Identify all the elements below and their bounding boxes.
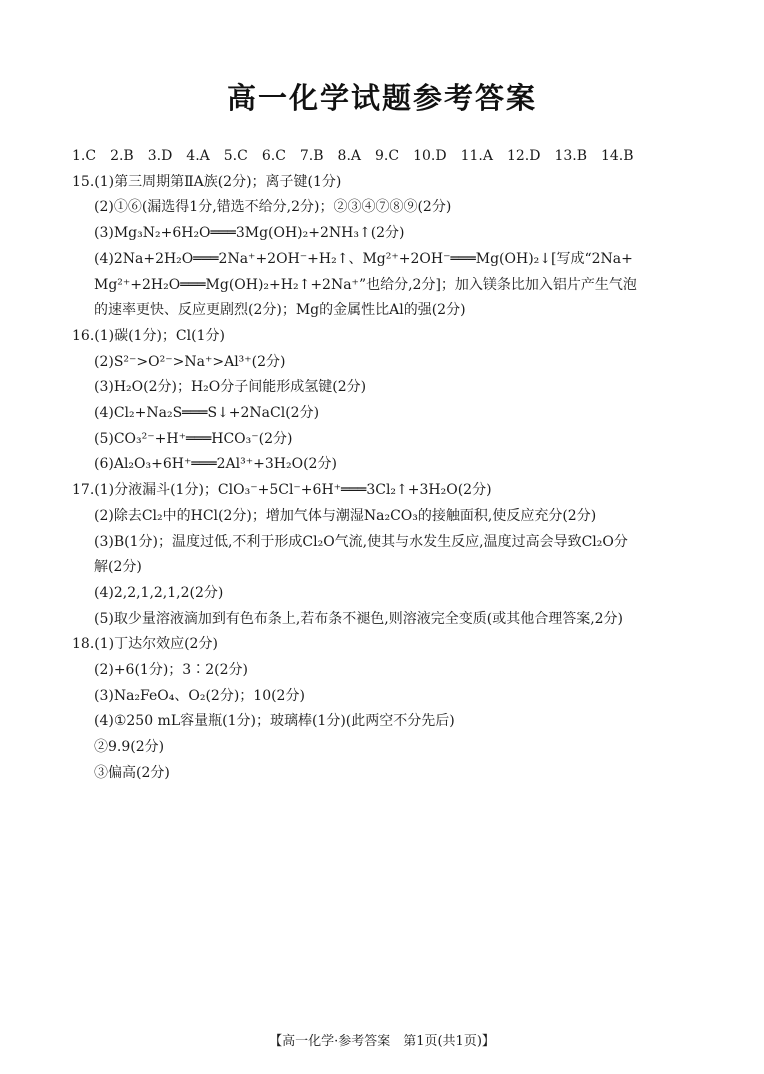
page-footer: 【高一化学·参考答案 第1页(共1页)】	[269, 1034, 495, 1049]
answer-line: 15.(1)第三周期第ⅡA族(2分)；离子键(1分)	[72, 173, 342, 190]
answer-line: (2)除去Cl₂中的HCl(2分)；增加气体与潮湿Na₂CO₃的接触面积,使反应充分(2分)	[94, 507, 597, 524]
answer-line: 1.C 2.B 3.D 4.A 5.C 6.C 7.B 8.A 9.C 10.D 11.A 12.D 13.B 14.B	[72, 148, 634, 164]
answer-line: (4)2,2,1,2,1,2(2分)	[94, 584, 224, 601]
answer-line: Mg²⁺+2H₂O═══Mg(OH)₂+H₂↑+2Na⁺”也给分,2分]；加入镁条比加入铝片产生气泡	[94, 276, 637, 293]
answer-line: ②9.9(2分)	[94, 739, 165, 756]
answer-line: 16.(1)碳(1分)；Cl(1分)	[72, 327, 225, 344]
answer-line: (3)Mg₃N₂+6H₂O═══3Mg(OH)₂+2NH₃↑(2分)	[94, 225, 405, 242]
answer-line: (2)S²⁻>O²⁻>Na⁺>Al³⁺(2分)	[94, 353, 286, 370]
answer-line: (4)①250 mL容量瓶(1分)；玻璃棒(1分)(此两空不分先后)	[94, 713, 455, 730]
answer-line: (2)①⑥(漏选得1分,错选不给分,2分)；②③④⑦⑧⑨(2分)	[94, 199, 452, 216]
page-title: 高一化学试题参考答案	[226, 81, 537, 115]
answer-line: (2)+6(1分)；3∶2(2分)	[94, 662, 248, 679]
answer-body	[72, 144, 712, 787]
answer-line: 17.(1)分液漏斗(1分)；ClO₃⁻+5Cl⁻+6H⁺═══3Cl₂↑+3H₂O(2分)	[72, 482, 492, 499]
answer-line: (3)Na₂FeO₄、O₂(2分)；10(2分)	[94, 687, 305, 704]
answer-line: (5)取少量溶液滴加到有色布条上,若布条不褪色,则溶液完全变质(或其他合理答案,2分)	[94, 610, 624, 627]
answer-line: (3)B(1分)；温度过低,不利于形成Cl₂O气流,使其与水发生反应,温度过高会导致Cl₂O分	[94, 533, 628, 550]
answer-line: (3)H₂O(2分)；H₂O分子间能形成氢键(2分)	[94, 379, 367, 396]
answer-line: (4)Cl₂+Na₂S═══S↓+2NaCl(2分)	[94, 405, 320, 422]
answer-line: 的速率更快、反应更剧烈(2分)；Mg的金属性比Al的强(2分)	[94, 302, 466, 319]
answer-line: (5)CO₃²⁻+H⁺═══HCO₃⁻(2分)	[94, 430, 293, 447]
answer-line: (4)2Na+2H₂O═══2Na⁺+2OH⁻+H₂↑、Mg²⁺+2OH⁻═══Mg(OH)₂↓[写成“2Na+	[94, 250, 633, 267]
answer-line: ③偏高(2分)	[94, 764, 170, 781]
answer-line: 解(2分)	[94, 559, 142, 576]
answer-line: (6)Al₂O₃+6H⁺═══2Al³⁺+3H₂O(2分)	[94, 456, 337, 473]
answer-line: 18.(1)丁达尔效应(2分)	[72, 636, 218, 653]
